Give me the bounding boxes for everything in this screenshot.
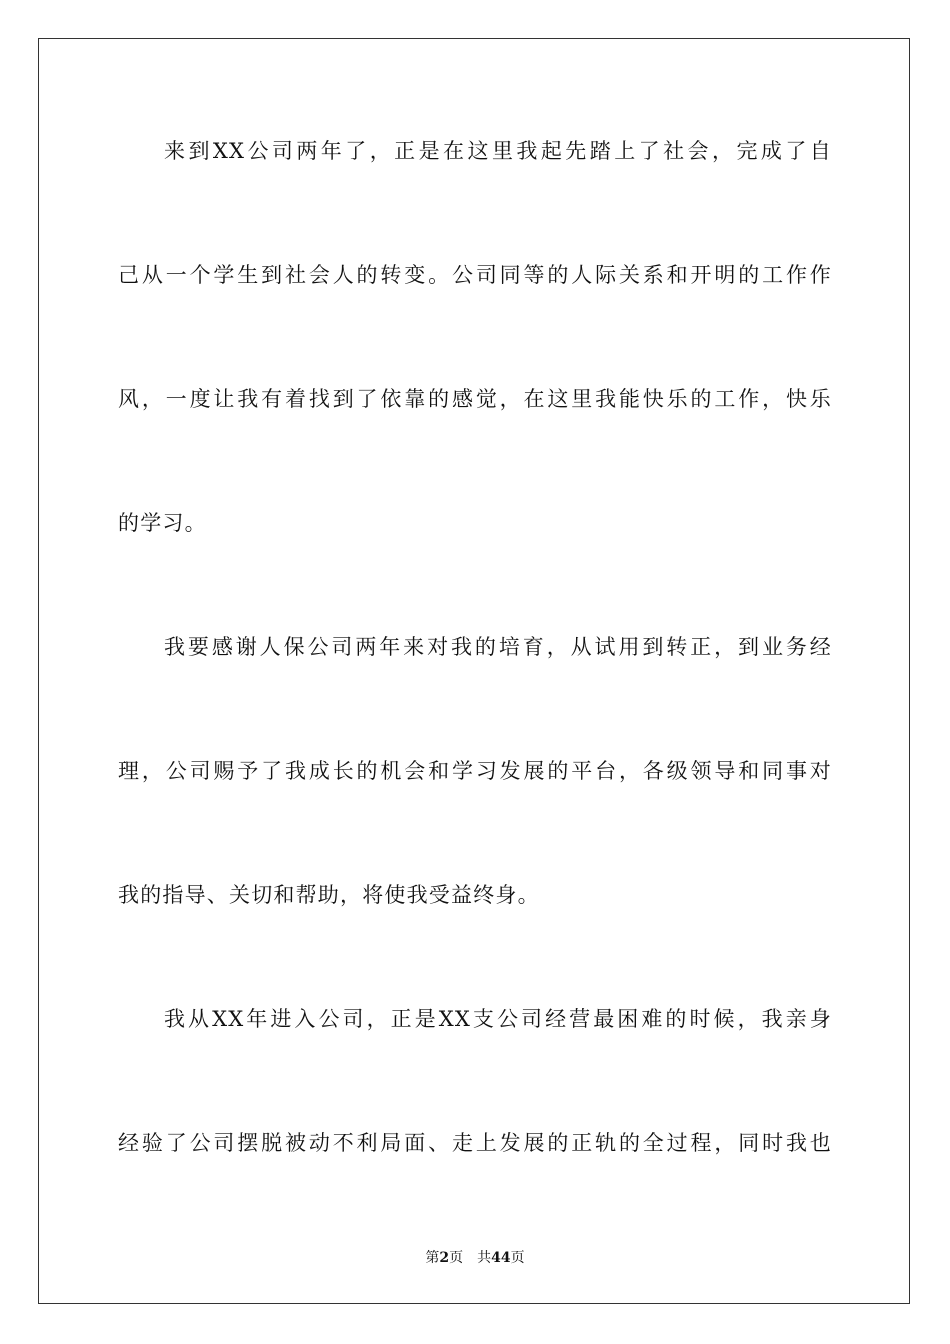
page-prefix: 第 [425, 1250, 440, 1266]
paragraph-3-line-1: 我从XX年进入公司，正是XX支公司经营最困难的时候，我亲身 [164, 1007, 832, 1031]
paragraph-1-line-1: 来到XX公司两年了，正是在这里我起先踏上了社会，完成了自 [164, 139, 832, 163]
paragraph-1-line-2: 己从一个学生到社会人的转变。公司同等的人际关系和开明的工作作 [118, 263, 832, 287]
paragraph-2-line-1: 我要感谢人保公司两年来对我的培育，从试用到转正，到业务经 [164, 635, 832, 659]
page-footer [0, 1248, 950, 1268]
page-border [38, 38, 910, 1304]
paragraph-1-line-4: 的学习。 [118, 511, 207, 535]
paragraph-2-line-2: 理，公司赐予了我成长的机会和学习发展的平台，各级领导和同事对 [118, 759, 832, 783]
page-suffix: 页 [449, 1250, 464, 1266]
total-pages: 44 [491, 1250, 511, 1266]
total-prefix: 共 [477, 1250, 492, 1266]
paragraph-3-line-2: 经验了公司摆脱被动不利局面、走上发展的正轨的全过程，同时我也 [118, 1131, 832, 1155]
page-number: 2 [439, 1250, 450, 1266]
paragraph-2-line-3: 我的指导、关切和帮助，将使我受益终身。 [118, 883, 540, 907]
paragraph-1-line-3: 风，一度让我有着找到了依靠的感觉，在这里我能快乐的工作，快乐 [118, 387, 832, 411]
total-suffix: 页 [510, 1250, 525, 1266]
